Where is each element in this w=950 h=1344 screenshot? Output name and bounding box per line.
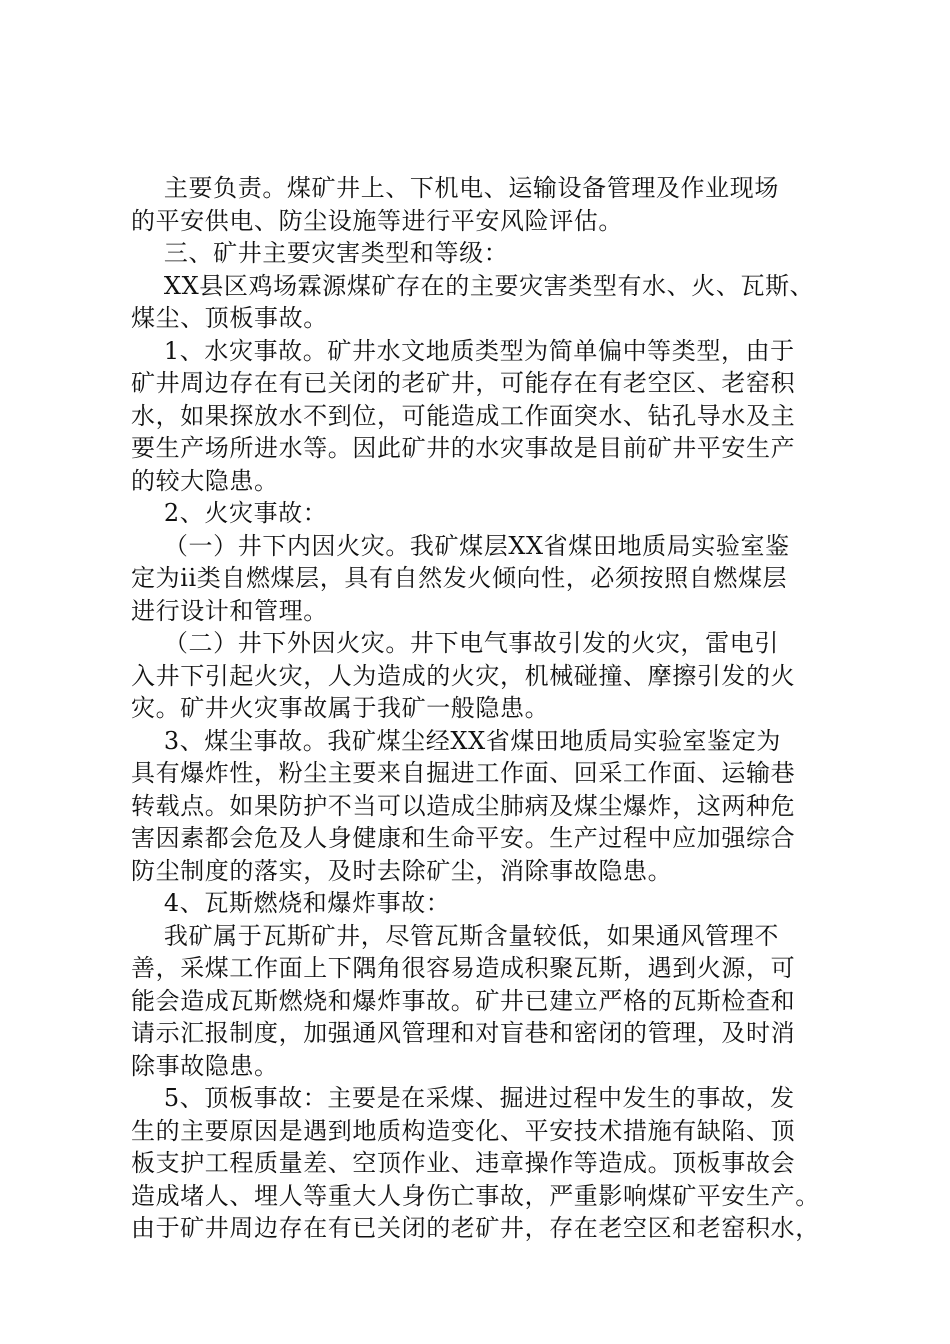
- document-line: 我矿属于瓦斯矿井，尽管瓦斯含量较低，如果通风管理不: [131, 921, 779, 950]
- document-line: 4、瓦斯燃烧和爆炸事故：: [131, 889, 451, 917]
- document-line: 的较大隐患。: [131, 466, 279, 495]
- document-line: 造成堵人、埋人等重大人身伤亡事故，严重影响煤矿平安生产。: [131, 1181, 820, 1210]
- document-line: 除事故隐患。: [131, 1051, 279, 1080]
- document-line: （一）井下内因火灾。我矿煤层XX省煤田地质局实验室鉴: [131, 531, 790, 560]
- document-line: 具有爆炸性，粉尘主要来自掘进工作面、回采工作面、运输巷: [131, 759, 796, 787]
- document-line: 进行设计和管理。: [131, 596, 328, 625]
- document-line: 转载点。如果防护不当可以造成尘肺病及煤尘爆炸，这两种危: [131, 791, 796, 820]
- document-line: 矿井周边存在有已关闭的老矿井，可能存在有老空区、老窑积: [131, 369, 796, 397]
- document-line: （二）井下外因火灾。井下电气事故引发的火灾，雷电引: [131, 629, 779, 657]
- document-line: 防尘制度的落实，及时去除矿尘，消除事故隐患。: [131, 856, 673, 885]
- document-line: 灾。矿井火灾事故属于我矿一般隐患。: [131, 694, 550, 722]
- document-line: 请示汇报制度，加强通风管理和对盲巷和密闭的管理，及时消: [131, 1019, 796, 1047]
- document-line: 的平安供电、防尘设施等进行平安风险评估。: [131, 206, 623, 235]
- document-line: 3、煤尘事故。我矿煤尘经XX省煤田地质局实验室鉴定为: [131, 726, 781, 755]
- document-line: 生的主要原因是遇到地质构造变化、平安技术措施有缺陷、顶: [131, 1116, 796, 1145]
- document-line: 2、火灾事故：: [131, 499, 328, 527]
- document-line: 入井下引起火灾，人为造成的火灾，机械碰撞、摩擦引发的火: [131, 661, 796, 690]
- document-line: 煤尘、顶板事故。: [131, 304, 328, 332]
- document-line: 1、水灾事故。矿井水文地质类型为简单偏中等类型，由于: [131, 336, 795, 365]
- document-line: 定为ii类自燃煤层，具有自然发火倾向性，必须按照自燃煤层: [131, 564, 788, 592]
- document-line: 主要负责。煤矿井上、下机电、运输设备管理及作业现场: [131, 174, 779, 202]
- document-line: 水，如果探放水不到位，可能造成工作面突水、钻孔导水及主: [131, 401, 796, 430]
- document-line: 善，采煤工作面上下隅角很容易造成积聚瓦斯，遇到火源，可: [131, 954, 796, 982]
- document-line: 要生产场所进水等。因此矿井的水灾事故是目前矿井平安生产: [131, 434, 796, 462]
- document-line: 板支护工程质量差、空顶作业、违章操作等造成。顶板事故会: [131, 1149, 796, 1177]
- document-body: [131, 172, 843, 1245]
- document-line: 三、矿井主要灾害类型和等级：: [131, 239, 509, 267]
- document-line: 由于矿井周边存在有已关闭的老矿井，存在老空区和老窑积水，: [131, 1214, 820, 1242]
- document-line: XX县区鸡场霖源煤矿存在的主要灾害类型有水、火、瓦斯、: [131, 271, 815, 300]
- document-line: 害因素都会危及人身健康和生命平安。生产过程中应加强综合: [131, 824, 796, 852]
- document-line: 能会造成瓦斯燃烧和爆炸事故。矿井已建立严格的瓦斯检查和: [131, 986, 796, 1015]
- document-line: 5、顶板事故：主要是在采煤、掘进过程中发生的事故，发: [131, 1084, 795, 1112]
